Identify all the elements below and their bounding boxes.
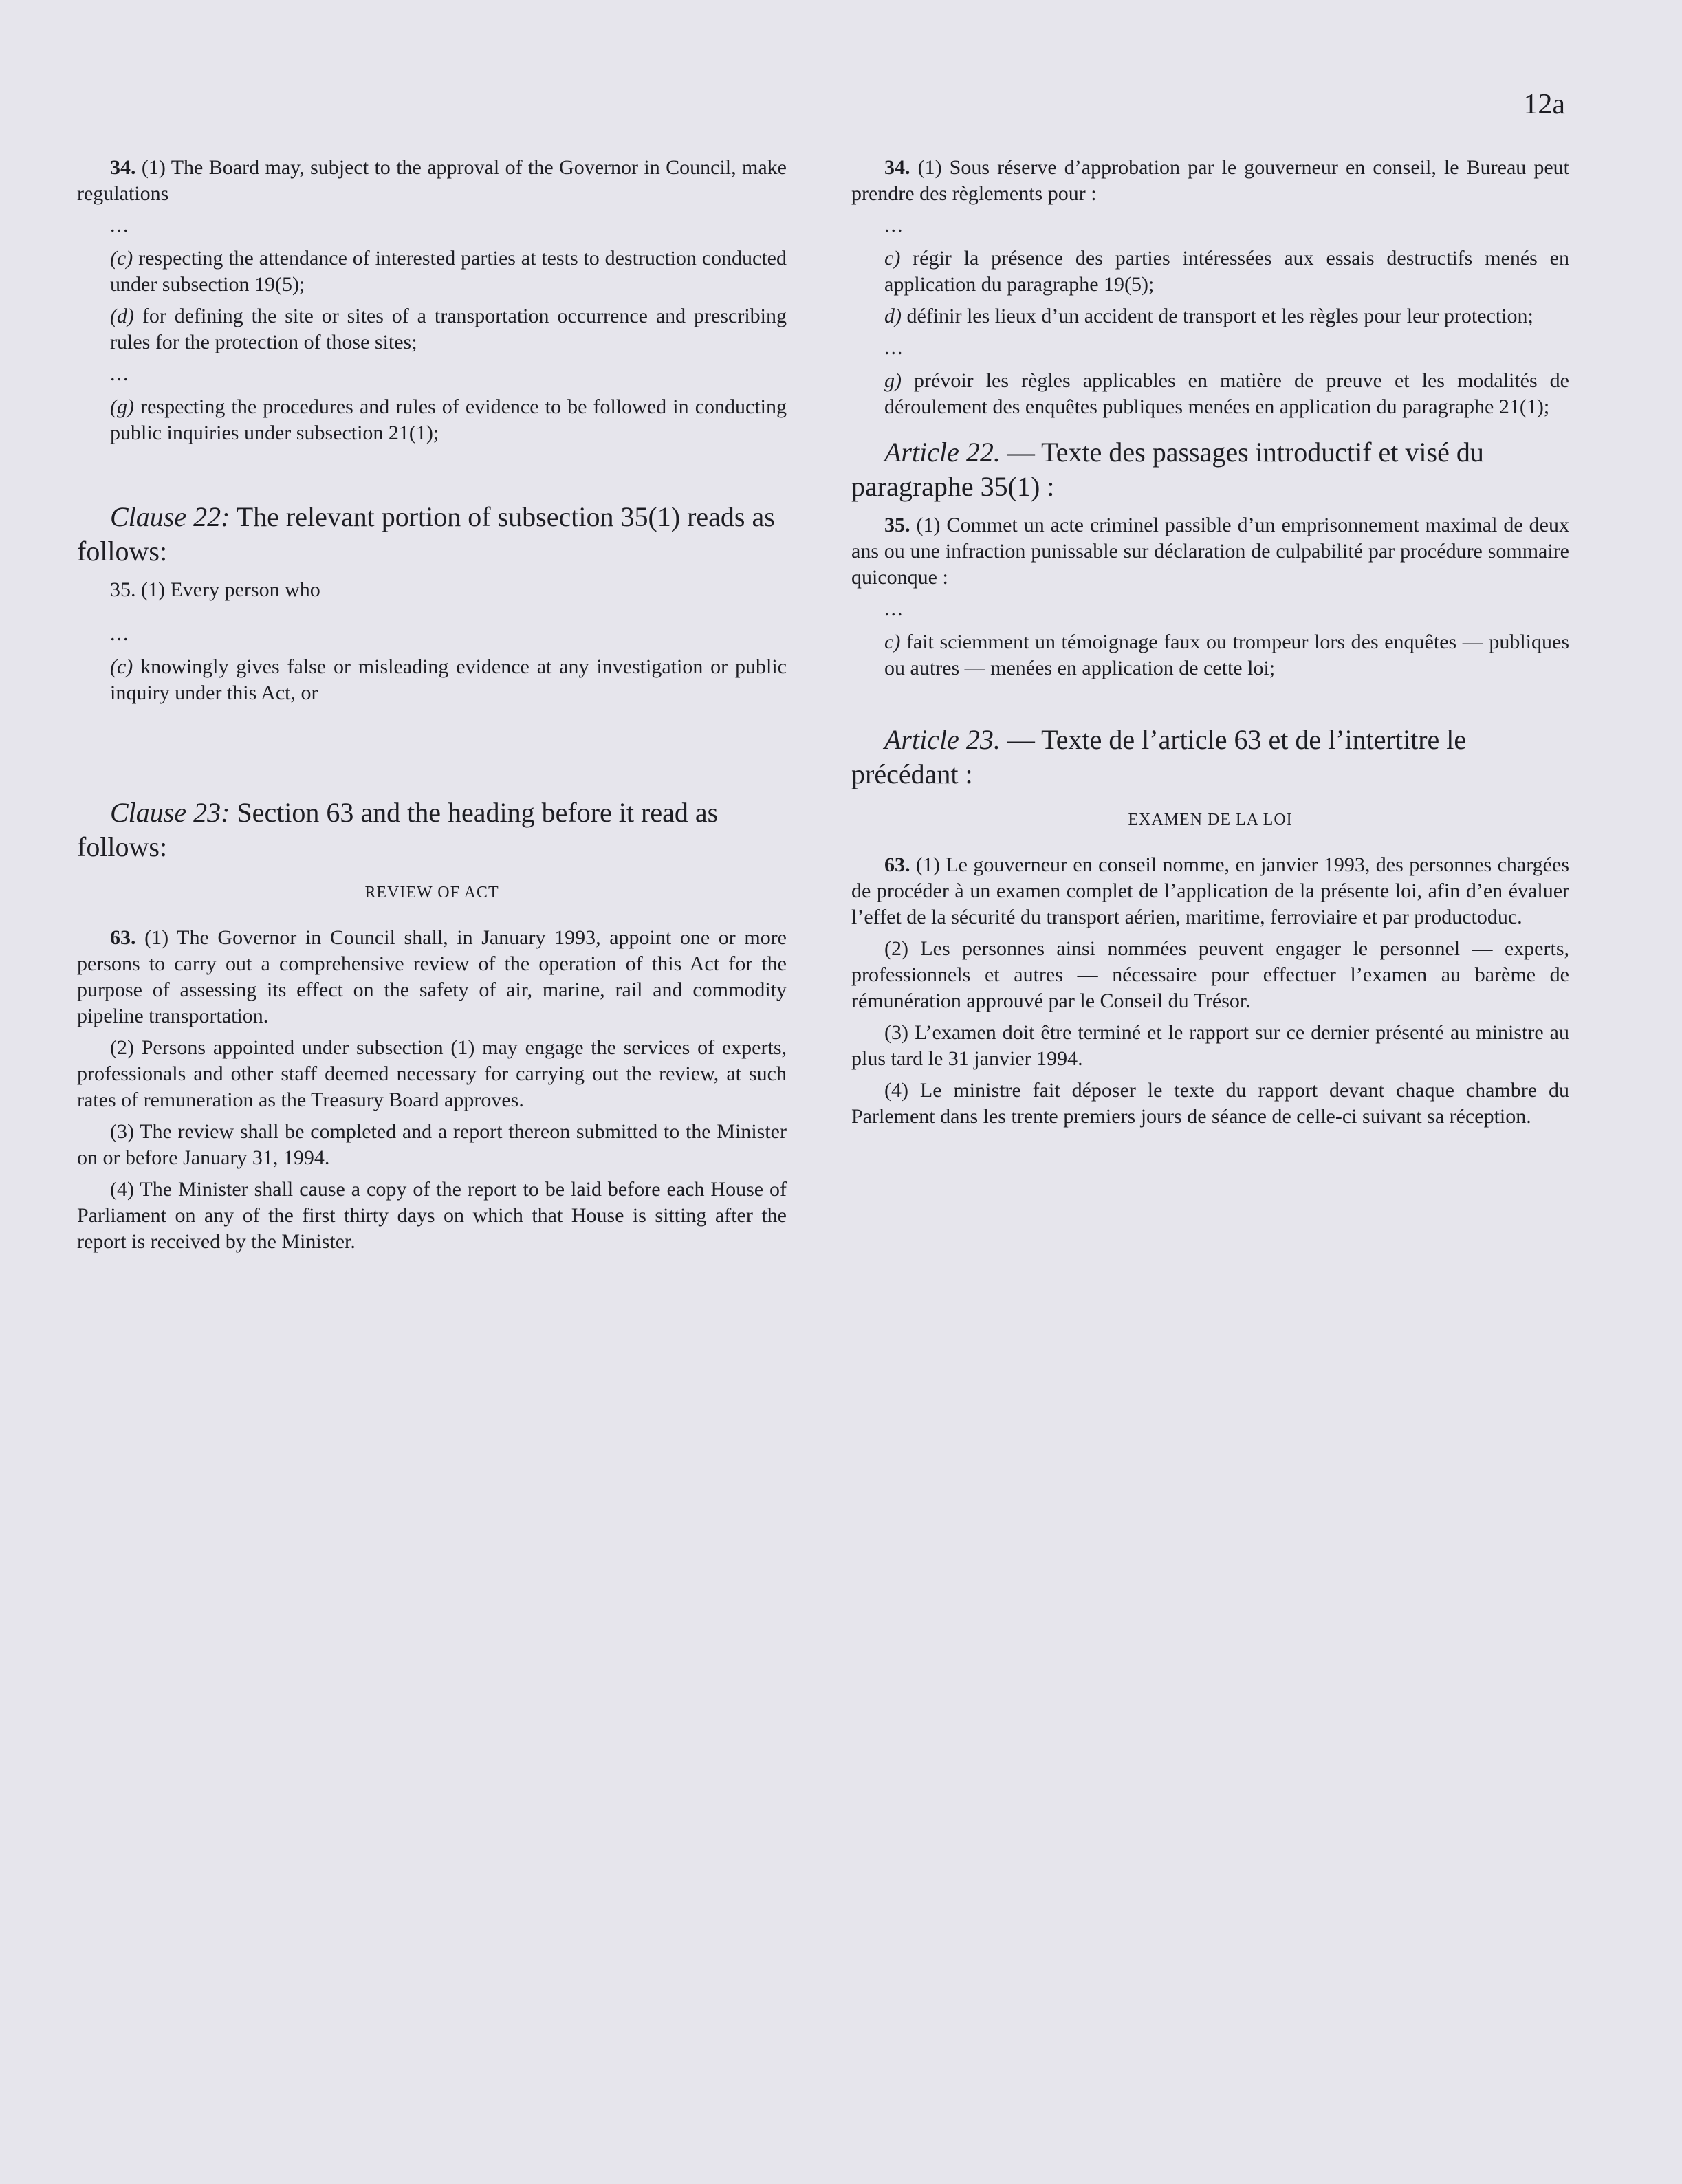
fr-section-63-3: (3) L’examen doit être terminé et le rapport sur ce dernier présenté au ministre au plus tard le 31 janvier 1994. xyxy=(851,1021,1569,1070)
fr-section-35-intro: 35. (1) Commet un acte criminel passible d’un emprisonnement maximal de deux ans ou une infraction punissable sur déclaration de culpabilité par procédure sommaire quiconque : xyxy=(851,514,1569,589)
fr-section-63-2: (2) Les personnes ainsi nommées peuvent engager le personnel — experts, professionnels et autres — nécessaire pour effectuer l’examen au barème de rémunération approuvé par le Conseil du Trésor. xyxy=(851,937,1569,1012)
fr-section-34-intro: 34. (1) Sous réserve d’approbation par le gouverneur en conseil, le Bureau peut prendre des règlements pour : xyxy=(851,156,1569,205)
en-section-34-intro: 34. (1) The Board may, subject to the approval of the Governor in Council, make regulations xyxy=(77,156,787,205)
fr-section-34-c: c) régir la présence des parties intéressées aux essais destructifs menés en application du paragraphe 19(5); xyxy=(884,247,1569,296)
en-section-34-g: (g) respecting the procedures and rules of evidence to be followed in conducting public inquiries under subsection 21(1); xyxy=(110,395,787,444)
en-review-heading: REVIEW OF ACT xyxy=(364,884,499,902)
en-section-35-intro: 35. (1) Every person who xyxy=(110,578,320,601)
en-section-63-1: 63. (1) The Governor in Council shall, in January 1993, appoint one or more persons to carry out a comprehensive review of the operation of this Act for the purpose of assessing its effect on the safety of air, marine, rail and commodity pipeline transportation. xyxy=(77,926,787,1027)
fr-review-heading: EXAMEN DE LA LOI xyxy=(1128,811,1293,829)
en-ellipsis: ... xyxy=(110,362,130,385)
en-clause-23-heading: Clause 23: Section 63 and the heading before it read as follows: xyxy=(77,797,719,862)
en-section-34-c: (c) respecting the attendance of interested parties at tests to destruction conducted under subsection 19(5); xyxy=(110,247,787,296)
fr-article-23-heading: Article 23. — Texte de l’article 63 et de l’intertitre le précédant : xyxy=(851,724,1467,789)
en-clause-22-heading: Clause 22: The relevant portion of subsection 35(1) reads as follows: xyxy=(77,501,775,567)
fr-ellipsis: ... xyxy=(884,598,904,620)
fr-ellipsis: ... xyxy=(884,336,904,359)
english-column xyxy=(77,155,787,1260)
fr-section-63-4: (4) Le ministre fait déposer le texte du rapport devant chaque chambre du Parlement dans les trente premiers jours de séance de celle-ci suivant sa réception. xyxy=(851,1079,1569,1128)
en-section-63-3: (3) The review shall be completed and a report thereon submitted to the Minister on or before January 31, 1994. xyxy=(77,1120,787,1169)
en-ellipsis: ... xyxy=(110,214,130,237)
fr-section-34-d: d) définir les lieux d’un accident de transport et les règles pour leur protection; xyxy=(884,305,1533,327)
en-ellipsis: ... xyxy=(110,622,130,645)
en-section-34-d: (d) for defining the site or sites of a transportation occurrence and prescribing rules for the protection of those sites; xyxy=(110,305,787,353)
french-column xyxy=(851,155,1569,1135)
page-number: 12a xyxy=(1523,89,1565,120)
fr-section-35-c: c) fait sciemment un témoignage faux ou trompeur lors des enquêtes — publiques ou autres — menées en application de cette loi; xyxy=(884,631,1569,679)
fr-section-34-g: g) prévoir les règles applicables en matière de preuve et les modalités de déroulement des enquêtes publiques menées en application du paragraphe 21(1); xyxy=(884,369,1569,418)
fr-article-22-heading: Article 22. — Texte des passages introductif et visé du paragraphe 35(1) : xyxy=(851,437,1484,502)
en-section-63-4: (4) The Minister shall cause a copy of the report to be laid before each House of Parliament on any of the first thirty days on which that House is sitting after the report is received by the Minister. xyxy=(77,1178,787,1253)
en-section-63-2: (2) Persons appointed under subsection (1) may engage the services of experts, professionals and other staff deemed necessary for carrying out the review, at such rates of remuneration as the Treasury Board approves. xyxy=(77,1036,787,1111)
fr-section-63-1: 63. (1) Le gouverneur en conseil nomme, en janvier 1993, des personnes chargées de procéder à un examen complet de l’application de la présente loi, afin d’en évaluer l’effet de la sécurité du transport aérien, maritime, ferroviaire et par productoduc. xyxy=(851,853,1569,928)
fr-ellipsis: ... xyxy=(884,214,904,237)
en-section-35-c: (c) knowingly gives false or misleading evidence at any investigation or public inquiry under this Act, or xyxy=(110,655,787,704)
